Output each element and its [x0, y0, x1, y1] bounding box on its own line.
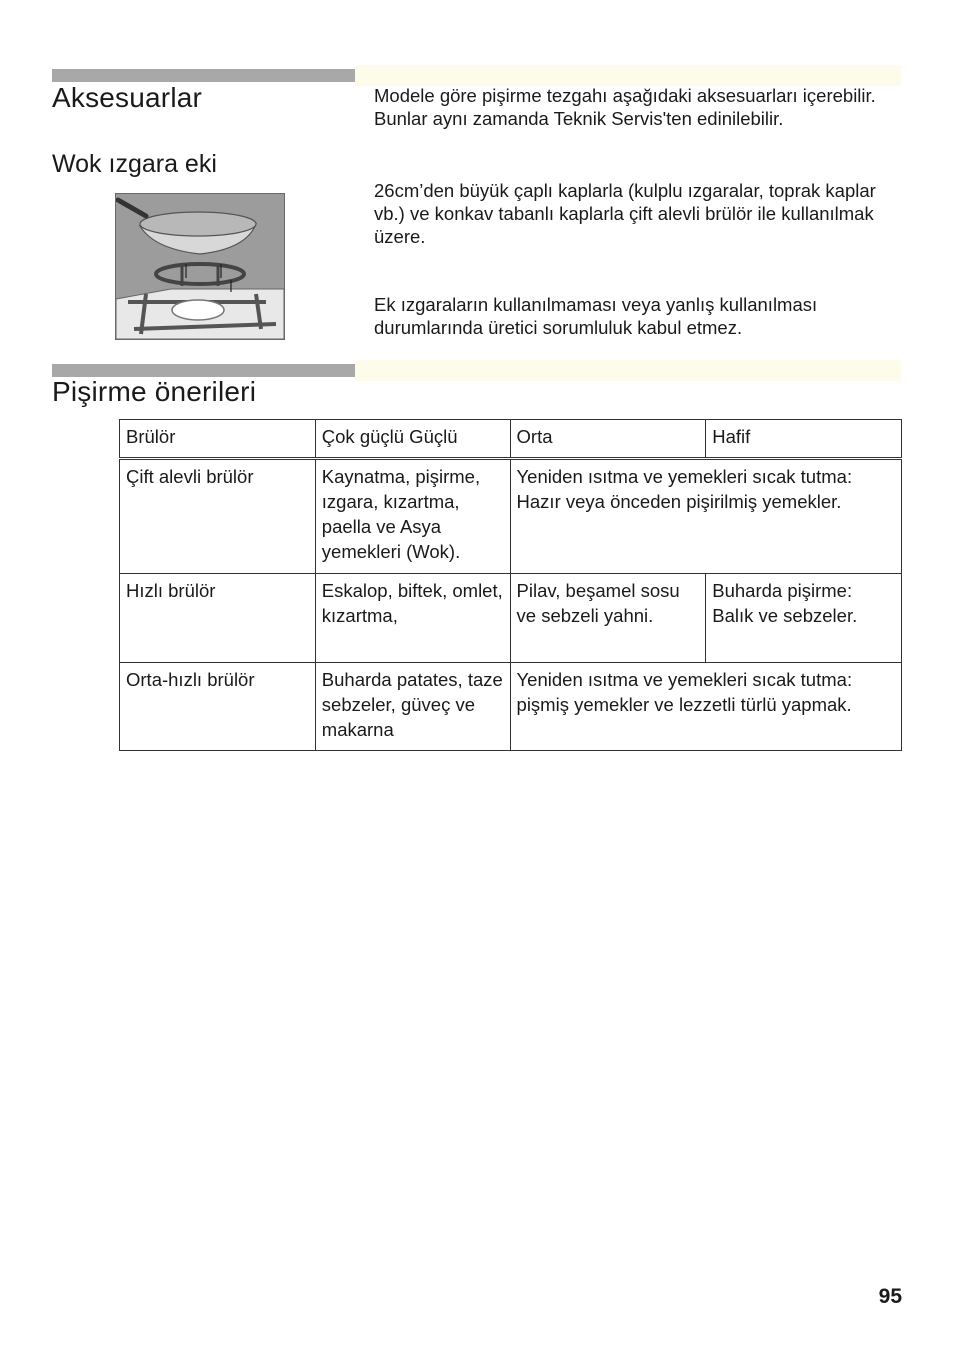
- table-cell-medium-light: Yeniden ısıtma ve yemekleri sıcak tutma: pişmiş yemekler ve lezzetli türlü yapmak.: [510, 663, 901, 751]
- table-header-cell: Çok güçlü Güçlü: [315, 420, 510, 459]
- table-cell-burner: Hızlı brülör: [120, 574, 316, 663]
- section-bar-grey: [52, 69, 355, 82]
- table-cell-burner: Çift alevli brülör: [120, 459, 316, 574]
- table-row: [120, 663, 902, 751]
- table-cell-strong: Eskalop, biftek, omlet, kızartma,: [315, 574, 510, 663]
- page-number: 95: [878, 1285, 902, 1308]
- table-cell-strong: Kaynatma, pişirme, ızgara, kızartma, paella ve Asya yemekleri (Wok).: [315, 459, 510, 574]
- accessories-paragraph-3: Ek ızgaraların kullanılmaması veya yanlış kullanılması durumlarında üretici sorumluluk kabul etmez.: [374, 294, 818, 338]
- section-title-cooking-tips: Pişirme önerileri: [52, 376, 257, 407]
- table-header-cell: Orta: [510, 420, 706, 459]
- section-bar-band: [355, 65, 901, 86]
- table-cell-light: Buharda pişirme: Balık ve sebzeler.: [706, 574, 902, 663]
- table-cell-strong: Buharda patates, taze sebzeler, güveç ve makarna: [315, 663, 510, 751]
- table-cell-burner: Orta-hızlı brülör: [120, 663, 316, 751]
- cooking-table: [119, 419, 902, 751]
- table-row: [120, 574, 902, 663]
- section-bar-accessories: [52, 69, 901, 82]
- table-header-row: [120, 420, 902, 459]
- table-header-cell: Brülör: [120, 420, 316, 459]
- section-bar-band: [355, 360, 901, 381]
- table-cell-medium: Pilav, beşamel sosu ve sebzeli yahni.: [510, 574, 706, 663]
- accessories-paragraph-1: Modele göre pişirme tezgahı aşağıdaki aksesuarları içerebilir. Bunlar aynı zamanda Teknik Servis'ten edinilebilir.: [374, 85, 876, 129]
- wok-on-grate-illustration: [115, 193, 285, 340]
- subsection-title-wok: Wok ızgara eki: [52, 150, 217, 178]
- section-title-accessories: Aksesuarlar: [52, 82, 203, 113]
- table-header-cell: Hafif: [706, 420, 902, 459]
- accessories-paragraph-2: 26cm’den büyük çaplı kaplarla (kulplu ızgaralar, toprak kaplar vb.) ve konkav tabanlı kaplarla çift alevli brülör ile kullanılmak üzere.: [374, 180, 876, 247]
- table-row: [120, 459, 902, 574]
- table-cell-medium-light: Yeniden ısıtma ve yemekleri sıcak tutma: Hazır veya önceden pişirilmiş yemekler.: [510, 459, 901, 574]
